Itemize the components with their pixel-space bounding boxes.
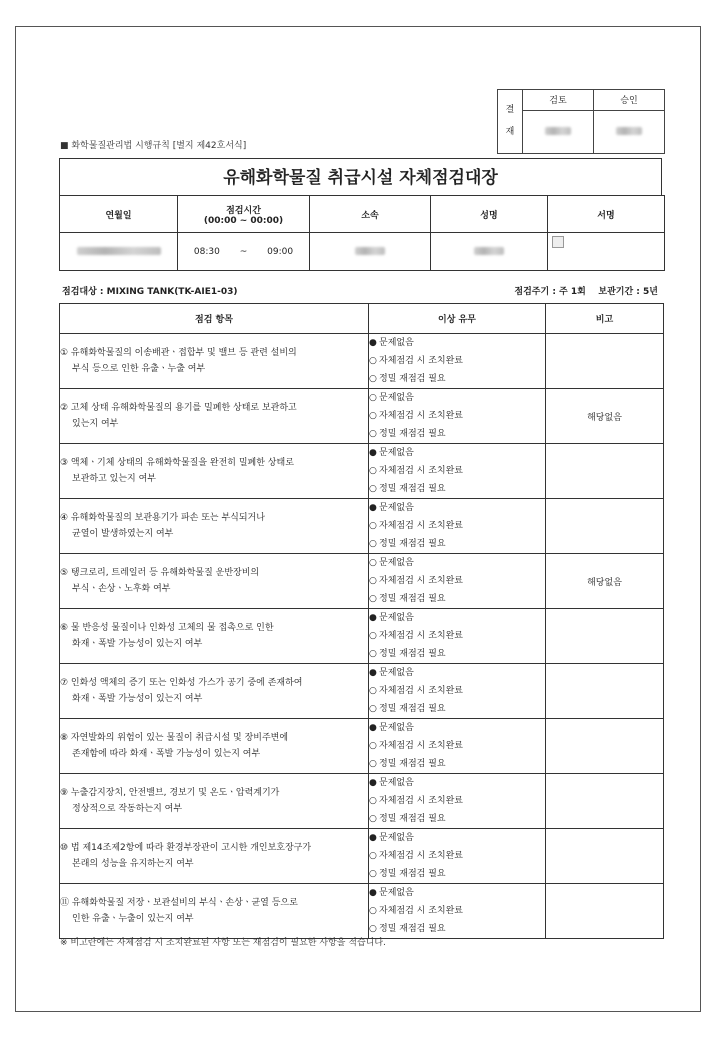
status-option-label: 정밀 재점검 필요: [379, 649, 446, 659]
status-options: [369, 389, 546, 444]
remark-cell: [546, 664, 664, 719]
radio-filled-icon: ●: [369, 668, 377, 678]
status-option[interactable]: [369, 389, 545, 407]
status-option[interactable]: [369, 829, 545, 847]
check-item-line: ④ 유해화학물질의 보관용기가 파손 또는 부식되거나: [60, 513, 265, 523]
status-option[interactable]: [369, 444, 545, 462]
review-signature: [523, 110, 594, 153]
status-option-label: 자체점검 시 조치완료: [379, 906, 463, 916]
check-item-line: 부식ㆍ손상ㆍ노후화 여부: [72, 584, 171, 594]
check-item-line: ⑦ 인화성 액체의 증기 또는 인화성 가스가 공기 중에 존재하여: [60, 678, 303, 688]
radio-empty-icon: ○: [369, 429, 377, 439]
check-item: [60, 609, 369, 664]
name-header: 성명: [431, 196, 548, 233]
status-option[interactable]: [369, 535, 545, 553]
status-option-label: 정밀 재점검 필요: [379, 484, 446, 494]
date-value: [60, 233, 178, 271]
status-option[interactable]: [369, 810, 545, 828]
status-option[interactable]: [369, 664, 545, 682]
status-option[interactable]: [369, 847, 545, 865]
status-option-label: 정밀 재점검 필요: [379, 704, 446, 714]
dept-header: 소속: [310, 196, 431, 233]
check-item: [60, 719, 369, 774]
status-option-label: 자체점검 시 조치완료: [379, 411, 463, 421]
sign-header: 서명: [548, 196, 665, 233]
check-item: [60, 664, 369, 719]
signature-image: [548, 233, 665, 271]
status-option-label: 문제없음: [379, 613, 414, 623]
check-item-line: 보관하고 있는지 여부: [72, 474, 156, 484]
approval-approve-header: 승인: [594, 90, 665, 111]
status-option-label: 자체점검 시 조치완료: [379, 521, 463, 531]
radio-empty-icon: ○: [369, 649, 377, 659]
approval-box: [497, 89, 665, 154]
check-item-line: 인한 유출ㆍ누출이 있는지 여부: [72, 914, 194, 924]
check-item-line: 존재함에 따라 화재ㆍ폭발 가능성이 있는지 여부: [72, 749, 261, 759]
status-option[interactable]: [369, 719, 545, 737]
status-option[interactable]: [369, 407, 545, 425]
item-column-header: 점검 항목: [60, 304, 369, 334]
check-item-line: ① 유해화학물질의 이송배관ㆍ접합부 및 밸브 등 관련 설비의: [60, 348, 297, 358]
status-option[interactable]: [369, 865, 545, 883]
status-option-label: 정밀 재점검 필요: [379, 814, 446, 824]
check-item: [60, 444, 369, 499]
radio-empty-icon: ○: [369, 869, 377, 879]
radio-empty-icon: ○: [369, 539, 377, 549]
status-option-label: 자체점검 시 조치완료: [379, 466, 463, 476]
inspection-meta: [514, 284, 658, 297]
status-options: [369, 609, 546, 664]
approval-review-header: 검토: [523, 90, 594, 111]
radio-empty-icon: ○: [369, 356, 377, 366]
radio-empty-icon: ○: [369, 686, 377, 696]
radio-filled-icon: ●: [369, 723, 377, 733]
status-option-label: 자체점검 시 조치완료: [379, 576, 463, 586]
status-options: [369, 884, 546, 939]
table-row: [60, 774, 664, 829]
status-option-label: 자체점검 시 조치완료: [379, 741, 463, 751]
time-end: 09:00: [267, 246, 294, 257]
radio-empty-icon: ○: [369, 594, 377, 604]
status-option-label: 정밀 재점검 필요: [379, 539, 446, 549]
status-option[interactable]: [369, 572, 545, 590]
time-value: [178, 233, 310, 271]
status-options: [369, 554, 546, 609]
time-header: 점검시간 (00:00 ~ 00:00): [178, 196, 310, 233]
status-option-label: 자체점검 시 조치완료: [379, 356, 463, 366]
status-option[interactable]: [369, 700, 545, 718]
status-option-label: 문제없음: [379, 833, 414, 843]
dept-value: [310, 233, 431, 271]
radio-filled-icon: ●: [369, 448, 377, 458]
status-option[interactable]: [369, 755, 545, 773]
status-option-label: 자체점검 시 조치완료: [379, 631, 463, 641]
remark-cell: [546, 774, 664, 829]
date-header: 연월일: [60, 196, 178, 233]
table-row: [60, 444, 664, 499]
radio-empty-icon: ○: [369, 631, 377, 641]
check-item: [60, 499, 369, 554]
status-option-label: 정밀 재점검 필요: [379, 924, 446, 934]
radio-empty-icon: ○: [369, 906, 377, 916]
check-item-line: 화재ㆍ폭발 가능성이 있는지 여부: [72, 694, 203, 704]
status-option-label: 문제없음: [379, 503, 414, 513]
check-item: [60, 389, 369, 444]
remark-column-header: 비고: [546, 304, 664, 334]
name-value: [431, 233, 548, 271]
status-option[interactable]: [369, 554, 545, 572]
check-item-line: 화재ㆍ폭발 가능성이 있는지 여부: [72, 639, 203, 649]
radio-empty-icon: ○: [369, 741, 377, 751]
table-row: [60, 554, 664, 609]
approve-signature: [594, 110, 665, 153]
remark-cell: [546, 499, 664, 554]
status-option[interactable]: [369, 334, 545, 352]
check-item-line: 부식 등으로 인한 유출ㆍ누출 여부: [72, 364, 206, 374]
approval-side-label: 결 재: [498, 90, 523, 154]
table-row: [60, 719, 664, 774]
status-option[interactable]: [369, 645, 545, 663]
check-item-line: ⑪ 유해화학물질 저장ㆍ보관설비의 부식ㆍ손상ㆍ균열 등으로: [60, 898, 298, 908]
status-options: [369, 444, 546, 499]
radio-empty-icon: ○: [369, 466, 377, 476]
form-reference: ■ 화학물질관리법 시행규칙 [별지 제42호서식]: [60, 141, 247, 151]
status-option-label: 문제없음: [379, 448, 414, 458]
remark-cell: 해당없음: [546, 389, 664, 444]
remark-cell: [546, 334, 664, 389]
page-title: 유해화학물질 취급시설 자체점검대장: [59, 158, 662, 196]
status-option[interactable]: [369, 370, 545, 388]
radio-empty-icon: ○: [369, 484, 377, 494]
status-option-label: 문제없음: [379, 668, 414, 678]
remark-cell: [546, 884, 664, 939]
status-options: [369, 829, 546, 884]
broken-image-icon: [552, 236, 564, 248]
status-option[interactable]: [369, 590, 545, 608]
radio-empty-icon: ○: [369, 924, 377, 934]
inspection-info-table: [59, 195, 665, 271]
radio-filled-icon: ●: [369, 338, 377, 348]
footnote: ※ 비고란에는 자체점검 시 조치완료된 사항 또는 재점검이 필요한 사항을 적습니다.: [60, 938, 386, 948]
table-row: [60, 664, 664, 719]
table-row: [60, 829, 664, 884]
check-item-line: 정상적으로 작동하는지 여부: [72, 804, 183, 814]
radio-empty-icon: ○: [369, 411, 377, 421]
radio-empty-icon: ○: [369, 558, 377, 568]
checklist-table: [59, 303, 664, 939]
check-item-line: ③ 액체ㆍ기체 상태의 유해화학물질을 완전히 밀폐한 상태로: [60, 458, 294, 468]
radio-empty-icon: ○: [369, 814, 377, 824]
radio-empty-icon: ○: [369, 393, 377, 403]
status-option-label: 정밀 재점검 필요: [379, 594, 446, 604]
status-option[interactable]: [369, 352, 545, 370]
check-item: [60, 884, 369, 939]
status-option[interactable]: [369, 480, 545, 498]
status-option[interactable]: [369, 920, 545, 938]
status-option-label: 자체점검 시 조치완료: [379, 851, 463, 861]
table-row: [60, 499, 664, 554]
status-option-label: 정밀 재점검 필요: [379, 869, 446, 879]
remark-cell: [546, 829, 664, 884]
status-option[interactable]: [369, 682, 545, 700]
table-row: [60, 334, 664, 389]
check-item-line: ⑩ 법 제14조제2항에 따라 환경부장관이 고시한 개인보호장구가: [60, 843, 312, 853]
time-separator: ~: [239, 246, 248, 257]
status-option-label: 문제없음: [379, 723, 414, 733]
status-options: [369, 774, 546, 829]
status-column-header: 이상 유무: [369, 304, 546, 334]
table-row: [60, 884, 664, 939]
status-option[interactable]: [369, 627, 545, 645]
check-item-line: ⑤ 탱크로리, 트레일러 등 유해화학물질 운반장비의: [60, 568, 260, 578]
status-option-label: 문제없음: [379, 393, 414, 403]
remark-cell: [546, 444, 664, 499]
status-option-label: 문제없음: [379, 558, 414, 568]
radio-filled-icon: ●: [369, 888, 377, 898]
radio-empty-icon: ○: [369, 576, 377, 586]
check-item: [60, 554, 369, 609]
remark-cell: 해당없음: [546, 554, 664, 609]
status-option-label: 자체점검 시 조치완료: [379, 796, 463, 806]
check-item: [60, 334, 369, 389]
check-item-line: ⑨ 누출감지장치, 안전밸브, 경보기 및 온도ㆍ압력계기가: [60, 788, 280, 798]
radio-empty-icon: ○: [369, 704, 377, 714]
check-item-line: 균열이 발생하였는지 여부: [72, 529, 174, 539]
radio-filled-icon: ●: [369, 613, 377, 623]
status-option[interactable]: [369, 499, 545, 517]
status-options: [369, 499, 546, 554]
radio-filled-icon: ●: [369, 503, 377, 513]
status-option-label: 정밀 재점검 필요: [379, 759, 446, 769]
inspection-target: 점검대상 : MIXING TANK(TK-AIE1-03): [62, 287, 238, 297]
table-row: [60, 389, 664, 444]
inspection-cycle: 점검주기 : 주 1회: [514, 287, 586, 297]
status-option-label: 정밀 재점검 필요: [379, 374, 446, 384]
status-option-label: 문제없음: [379, 778, 414, 788]
status-option[interactable]: [369, 774, 545, 792]
status-options: [369, 334, 546, 389]
status-options: [369, 664, 546, 719]
check-item-line: ⑧ 자연발화의 위험이 있는 물질이 취급시설 및 장비주변에: [60, 733, 289, 743]
status-option[interactable]: [369, 737, 545, 755]
status-option-label: 문제없음: [379, 338, 414, 348]
check-item-line: 있는지 여부: [72, 419, 119, 429]
remark-cell: [546, 719, 664, 774]
remark-cell: [546, 609, 664, 664]
radio-empty-icon: ○: [369, 521, 377, 531]
retention-period: 보관기간 : 5년: [598, 287, 658, 297]
status-option-label: 문제없음: [379, 888, 414, 898]
radio-empty-icon: ○: [369, 851, 377, 861]
check-item-line: ② 고체 상태 유해화학물질의 용기를 밀폐한 상태로 보관하고: [60, 403, 297, 413]
radio-empty-icon: ○: [369, 796, 377, 806]
check-item-line: ⑥ 물 반응성 물질이나 인화성 고체의 물 접촉으로 인한: [60, 623, 274, 633]
status-option[interactable]: [369, 884, 545, 902]
status-option[interactable]: [369, 792, 545, 810]
status-option[interactable]: [369, 462, 545, 480]
time-start: 08:30: [193, 246, 220, 257]
status-option[interactable]: [369, 609, 545, 627]
radio-empty-icon: ○: [369, 374, 377, 384]
radio-filled-icon: ●: [369, 833, 377, 843]
check-item-line: 본래의 성능을 유지하는지 여부: [72, 859, 194, 869]
radio-filled-icon: ●: [369, 778, 377, 788]
status-option[interactable]: [369, 517, 545, 535]
status-options: [369, 719, 546, 774]
table-row: [60, 609, 664, 664]
status-option[interactable]: [369, 902, 545, 920]
status-option[interactable]: [369, 425, 545, 443]
status-option-label: 정밀 재점검 필요: [379, 429, 446, 439]
radio-empty-icon: ○: [369, 759, 377, 769]
check-item: [60, 829, 369, 884]
status-option-label: 자체점검 시 조치완료: [379, 686, 463, 696]
check-item: [60, 774, 369, 829]
